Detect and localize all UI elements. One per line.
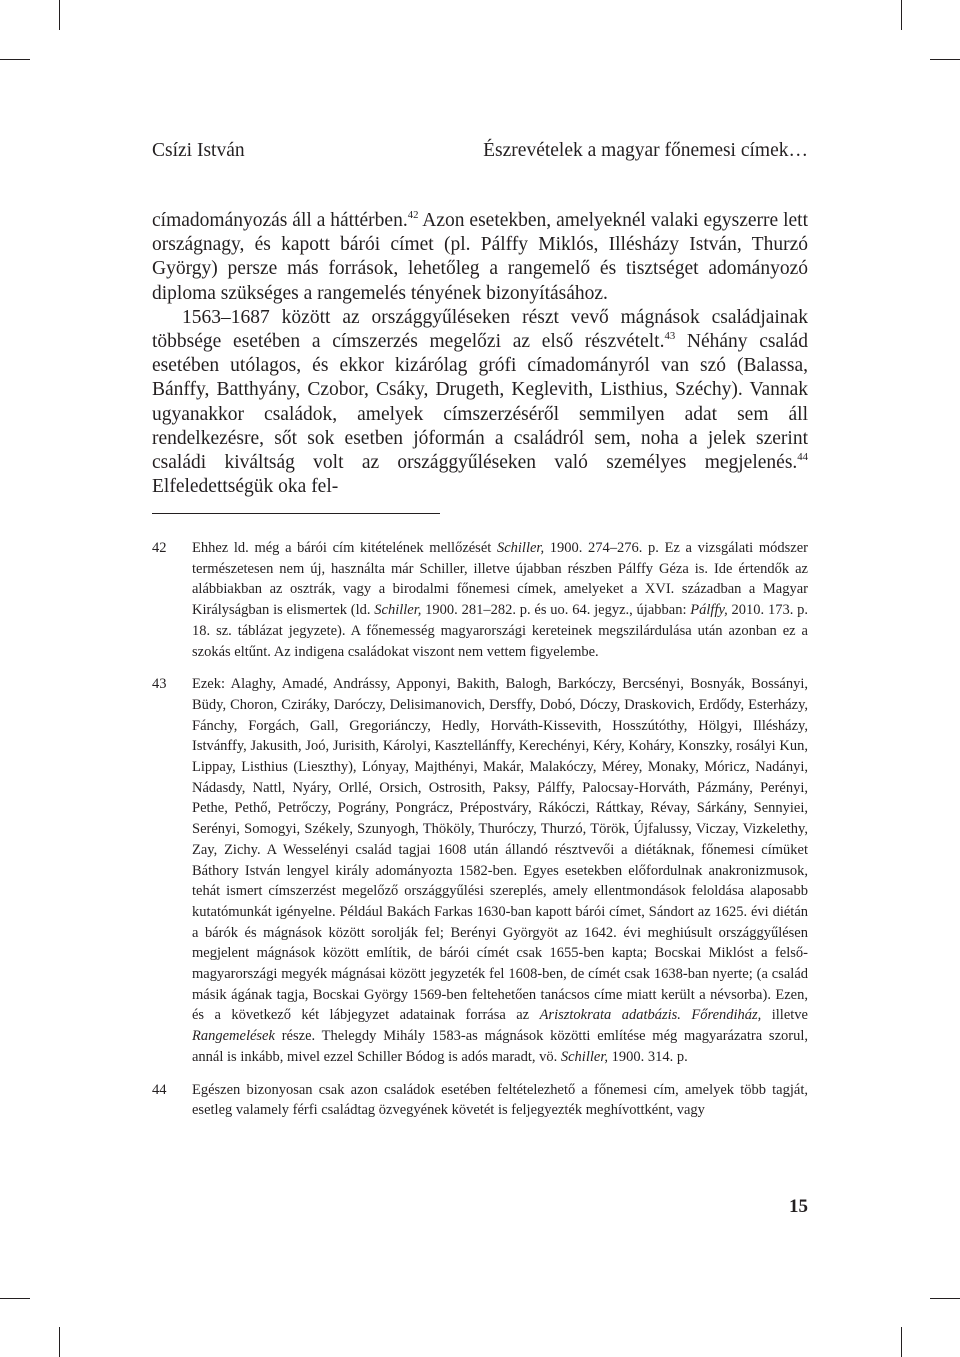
page-number: 15	[789, 1196, 808, 1217]
footnote-43	[152, 674, 808, 1067]
running-header	[152, 136, 808, 166]
footnote-ref: 42	[407, 208, 419, 221]
crop-mark	[930, 1298, 960, 1299]
text-run: Ezek: Alaghy, Amadé, Andrássy, Apponyi, Bakith, Balogh, Barkóczy, Bercsényi, Bosnyák, Bossányi, Büdy, Choron, Cziráky, Daróczy, Delisimanovich, Dersffy, Dobó, Dóczy, Draskovich, Erdődy, Esterházy, Fánchy, Forgách, Gall, Gregoriánczy, Hedly, Horváth-Kissevith, Hosszútóthy, Hölgyi, Illésházy, Istvánffy, Jakusith, Joó, Jurisith, Károlyi, Kasztellánffy, Kerechényi, Kéry, Koháry, Konszky, rosályi Kun, Lippay, Listhius (Lieszthy), Lónyay, Majthényi, Makár, Malakóczy, Mérey, Monaky, Móricz, Nadányi, Nádasdy, Nattl, Nyáry, Orllé, Orsich, Ostrosith, Paksy, Pálffy, Palocsay-Horváth, Pázmány, Perényi, Pethe, Pethő, Petrőczy, Pográny, Pongrácz, Prépostváry, Rákóczi, Ráttkay, Révay, Sárkány, Sennyiei, Serényi, Somogyi, Székely, Szunyogh, Thököly, Thuróczy, Thurzó, Török, Újfalussy, Viczay, Vizkelethy, Zay, Zichy. A Wesselényi család tagjai 1608 után állandó résztvevői a diétáknak, főnemesi címüket Báthory István lengyel király adományozta 1582-ben. Egyes esetekben előfordulnak anakronizmusok, tehát ismert címszerzést megelőző országgyűlési szereplés, amely ellentmondások feloldása alaposabb kutatómunkát igényelne. Például Bakách Farkas 1630-ban kapott bárói címet, Sándort az 1625. évi diétán a bárók és mágnások között sorolják fel; Berényi Györgyöt az 1642. évi meghiúsult országgyűlésen megjelent mágnások között említik, de bárói címét csak 1655-ben kapta; Bocskai Miklóst a felső-magyarországi megyék mágnásai között jegyzeték fel 1608-ben, de címét csak 1638-ban nyerte; (a család másik ágának tagja, Bocskai György 1569-ben feltehetően tanácsos címe miatt került a névsorba). Ezen, és a következő két lábjegyzet adatainak forrása az	[192, 676, 808, 1024]
footnote-ref: 44	[797, 451, 808, 463]
text-run: 1900. 281–282. p. és uo. 64. jegyz., újabban:	[421, 602, 691, 619]
footnote-separator	[152, 513, 440, 514]
citation-italic: Schiller,	[560, 1048, 608, 1065]
text-run: Elfeledettségük oka fel-	[152, 476, 339, 498]
citation-italic: Rangemelések	[192, 1028, 275, 1045]
header-author: Csízi István	[152, 140, 245, 161]
text-run: illetve	[761, 1007, 808, 1024]
text-run: 2010. 173. p. 18. sz. táblázat jegyzete). A főnemesség magyarországi kereteinek megszilárdulása után azonban ez a szokás eltűnt. Az indigena családokat viszont nem vettem figyelembe.	[192, 602, 808, 660]
crop-mark	[59, 0, 60, 30]
crop-mark	[0, 59, 30, 60]
citation-italic: Schiller,	[496, 540, 545, 556]
crop-mark	[930, 59, 960, 60]
citation-italic: Pálffy,	[690, 602, 728, 619]
footnote-number: 43	[152, 676, 167, 693]
text-run: része. Thelegdy Mihály 1583-as mágnások közötti említése még magyarázatra szorul, annál is inkább, mivel ezzel Schiller Bódog is adós maradt, vö.	[192, 1028, 808, 1065]
footnote-ref: 43	[664, 329, 676, 342]
footnote-44	[152, 1080, 808, 1121]
footnote-42	[152, 538, 808, 662]
text-run: Ehhez ld. még a bárói cím kitételének mellőzését	[192, 540, 497, 556]
header-title: Észrevételek a magyar főnemesi címek…	[483, 140, 808, 161]
body-text	[152, 209, 808, 499]
text-run: Azon esetekben, amelyeknél valaki egyszerre lett országnagy, és kapott bárói címet (pl. Pálffy Miklós, Illésházy István, Thurzó György) persze más források, lehetőleg a rangemelő és tisztséget adományozó diploma szükséges a rangemelés tényének bizonyításához.	[152, 210, 808, 304]
citation-italic: Arisztokrata adatbázis. Főrendiház,	[539, 1007, 762, 1024]
text-run: 1900. 314. p.	[607, 1048, 688, 1065]
footnote-number: 42	[152, 540, 167, 556]
text-run: 1563–1687 között az országgyűléseken részt vevő mágnások családjainak többsége esetében a címszerzés megelőzi az első részvételt.	[152, 306, 808, 353]
paragraph	[152, 209, 808, 306]
footnote-number: 44	[152, 1081, 167, 1098]
footnotes	[152, 538, 808, 1121]
text-run: Néhány család esetében utólagos, és ekkor kizárólag grófi címadományról van szó (Balassa, Bánffy, Batthyány, Czobor, Csáky, Drugeth, Keglevith, Listhius, Széchy). Vannak ugyanakkor családok, amelyek címszerzéséről semmilyen adat sem áll rendelkezésre, sőt sok esetben jóformán a családról sem, noha a jelek szerint családi kiváltság volt az országgyűléseken való személyes megjelenés.	[152, 331, 808, 474]
text-run: 1900. 274–276. p. Ez a vizsgálati módszer természetesen nem új, használta már Schiller, illetve újabban részben Pálffy Géza is. Ide értendők az alábbiakban az osztrák, vagy a birodalmi főnemesi címek, amelyeket a XVI. században a Magyar Királyságban is elismertek (ld.	[192, 540, 808, 619]
text-run: Egészen bizonyosan csak azon családok esetében feltételezhető a főnemesi cím, amelyek több tagját, esetleg valamely férfi családtag özvegyének követét is feljegyezték meghívottként, vagy	[192, 1081, 808, 1119]
crop-mark	[0, 1298, 30, 1299]
crop-mark	[901, 0, 902, 30]
crop-mark	[901, 1327, 902, 1357]
citation-italic: Schiller,	[374, 602, 422, 619]
text-run: címadományozás áll a háttérben.	[152, 210, 408, 231]
paragraph	[152, 306, 808, 500]
crop-mark	[59, 1327, 60, 1357]
